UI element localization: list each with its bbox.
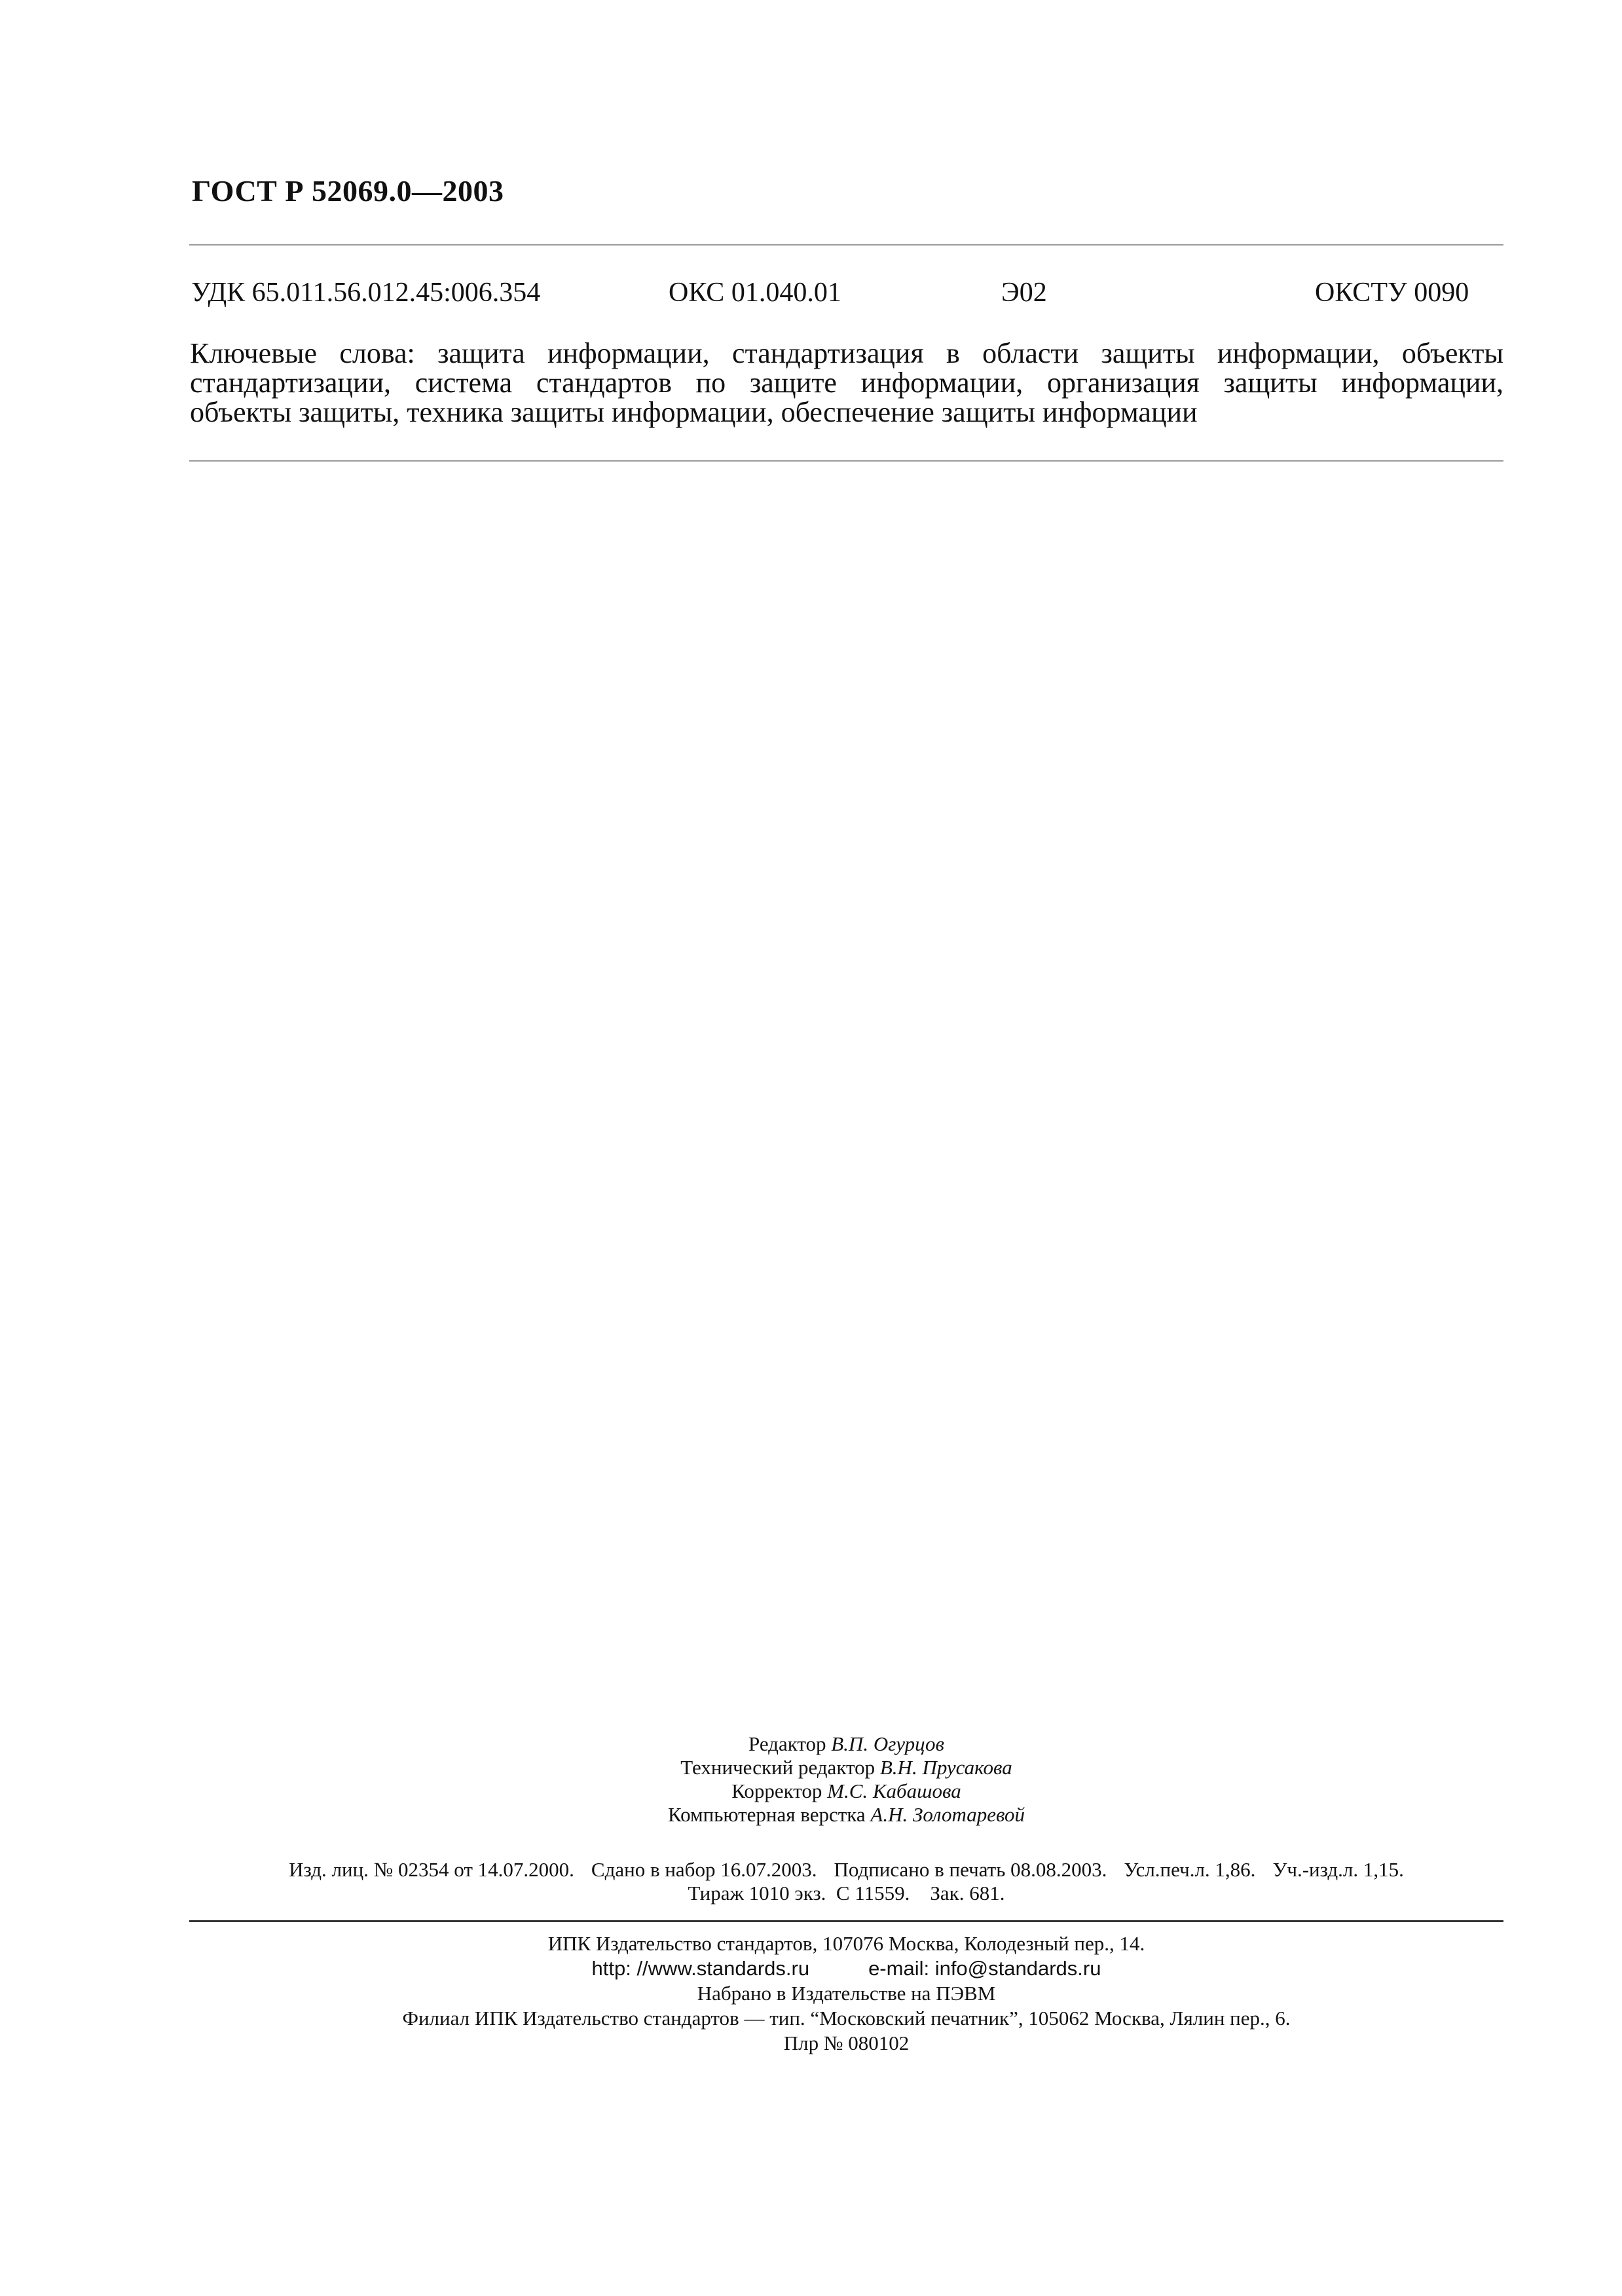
credit-name: В.П. Огурцов <box>831 1732 944 1755</box>
divider-top <box>189 244 1503 246</box>
credit-label: Корректор <box>731 1779 822 1802</box>
keywords-line: объекты защиты, техника защиты информации, обеспечение защиты информации <box>190 396 1198 428</box>
udk-code: УДК 65.011.56.012.45:006.354 <box>191 278 541 308</box>
credit-label: Технический редактор <box>680 1756 876 1779</box>
credit-corrector <box>189 1779 1503 1803</box>
pub-sheets: Уч.-изд.л. 1,15. <box>1272 1858 1404 1881</box>
e-code: Э02 <box>1001 278 1047 308</box>
publisher-email: e-mail: info@standards.ru <box>868 1957 1101 1980</box>
credit-layout <box>189 1803 1503 1827</box>
signed-date: Подписано в печать 08.08.2003. <box>834 1858 1107 1881</box>
credit-label: Компьютерная верстка <box>667 1803 866 1826</box>
plr-number: Плр № 080102 <box>783 2032 910 2054</box>
credits-block <box>189 1732 1503 1827</box>
license-text: Изд. лиц. № 02354 от 14.07.2000. <box>289 1858 574 1881</box>
circulation-line: Тираж 1010 экз. С 11559. Зак. 681. <box>688 1882 1005 1904</box>
publisher-contacts <box>189 1956 1503 1981</box>
print-info-line <box>189 1858 1503 1882</box>
keywords-line: стандартизации, система стандартов по защите информации, организация защиты информации, <box>190 367 1503 399</box>
divider-keywords <box>189 460 1503 462</box>
credit-tech-editor <box>189 1756 1503 1779</box>
publisher-address: ИПК Издательство стандартов, 107076 Москва, Колодезный пер., 14. <box>547 1932 1145 1955</box>
print-sheets: Усл.печ.л. 1,86. <box>1124 1858 1256 1881</box>
standard-id: ГОСТ Р 52069.0—2003 <box>192 174 504 208</box>
credit-name: М.С. Кабашова <box>827 1779 961 1802</box>
credit-name: В.Н. Прусакова <box>879 1756 1012 1779</box>
credit-editor <box>189 1732 1503 1756</box>
print-info-block <box>189 1858 1503 1905</box>
okstu-code: ОКСТУ 0090 <box>1315 278 1469 308</box>
credit-name: А.Н. Золотаревой <box>870 1803 1025 1826</box>
typeset-note: Набрано в Издательстве на ПЭВМ <box>697 1982 996 2005</box>
divider-publisher <box>189 1920 1503 1922</box>
publisher-block <box>189 1931 1503 2056</box>
keywords-paragraph <box>190 338 1503 427</box>
publisher-website: http: //www.standards.ru <box>591 1957 810 1980</box>
keywords-line: Ключевые слова: защита информации, стандартизация в области защиты информации, объекты <box>190 337 1503 369</box>
oks-code: ОКС 01.040.01 <box>669 278 841 308</box>
typeset-date: Сдано в набор 16.07.2003. <box>591 1858 817 1881</box>
publisher-branch: Филиал ИПК Издательство стандартов — тип. “Московский печатник”, 105062 Москва, Лялин пер., 6. <box>402 2007 1291 2030</box>
credit-label: Редактор <box>748 1732 826 1755</box>
